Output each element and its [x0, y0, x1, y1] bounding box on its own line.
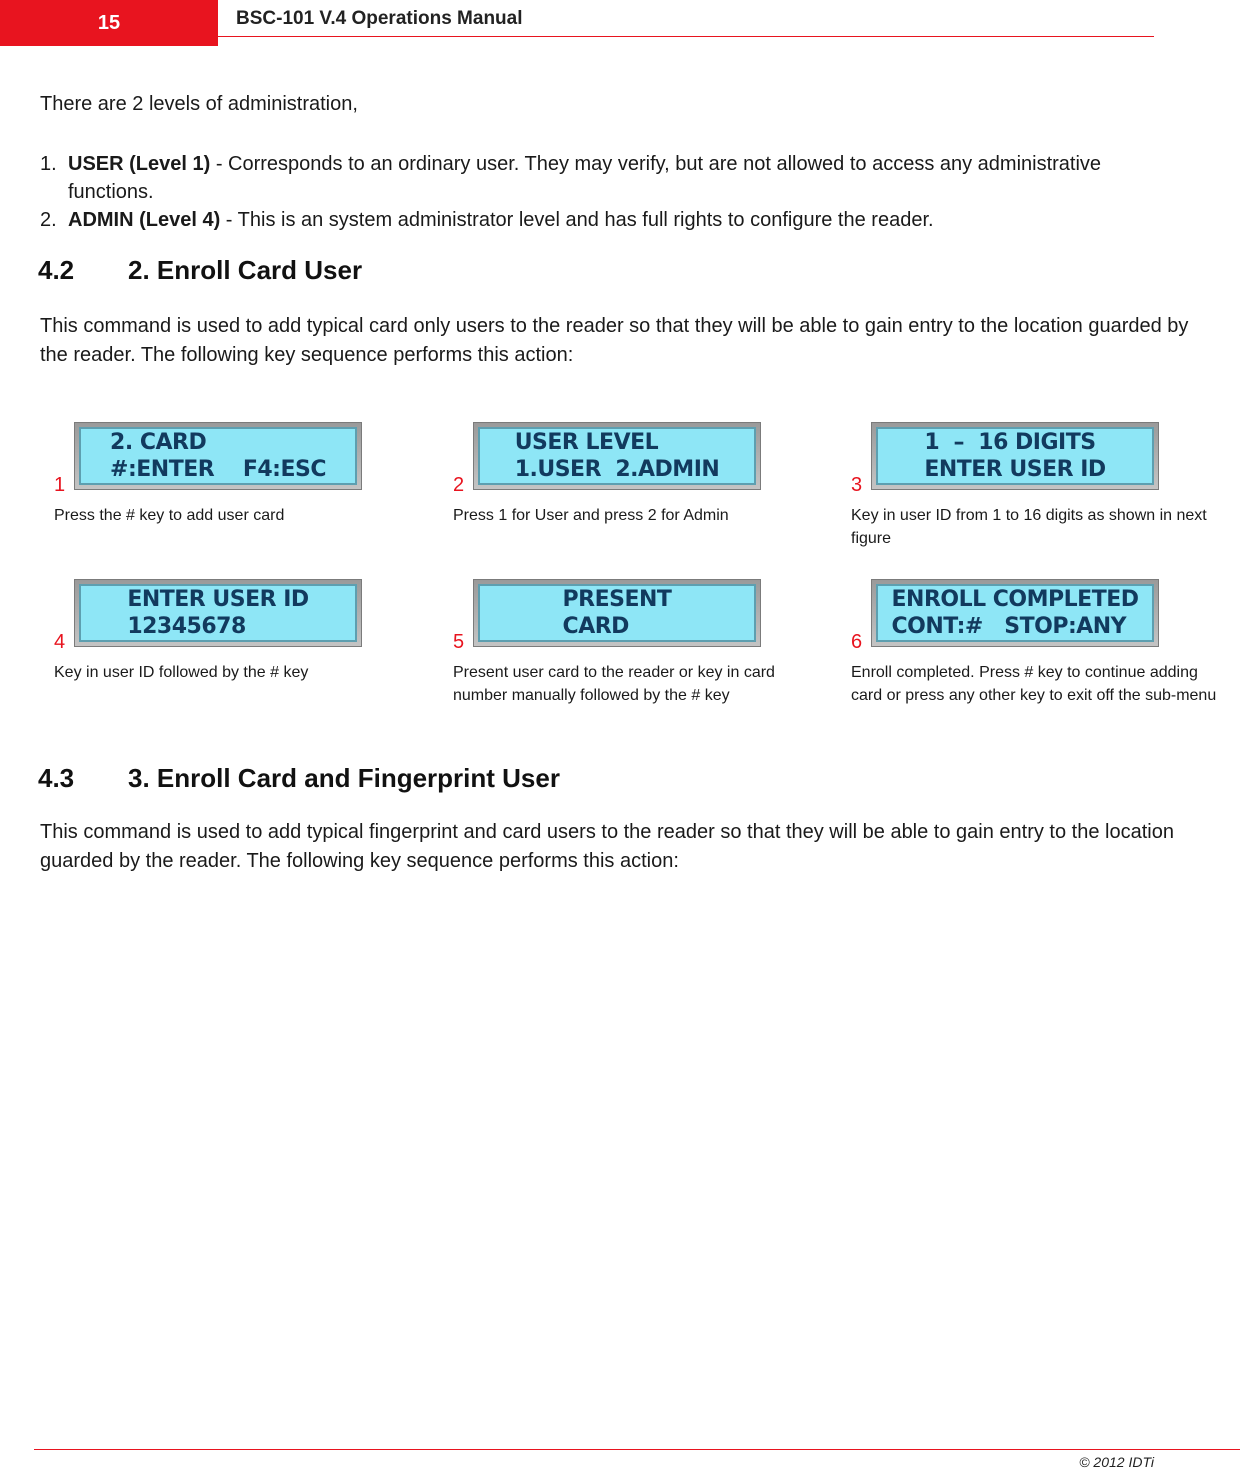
- page-number: 15: [97, 11, 121, 34]
- section-number: 4.2: [38, 255, 75, 285]
- lcd-text: ENROLL COMPLETED CONT:# STOP:ANY: [876, 584, 1154, 642]
- copyright-notice: © 2012 IDTi: [1079, 1454, 1154, 1470]
- level-desc: - Corresponds to an ordinary user. They may verify, but are not allowed to access any administrative functions.: [68, 153, 1102, 203]
- section-title: 2. Enroll Card User: [128, 255, 363, 285]
- lcd-text: 2. CARD #:ENTER F4:ESC: [79, 427, 357, 485]
- footer-rule: [34, 1449, 1240, 1450]
- lcd-display: [74, 422, 362, 490]
- page-number-tab: [0, 0, 218, 46]
- step-number: 4: [54, 631, 66, 653]
- step-caption: Enroll completed. Press # key to continue adding card or press any other key to exit off the sub-menu: [851, 664, 1217, 704]
- lcd-text: 1 – 16 DIGITS ENTER USER ID: [876, 427, 1154, 485]
- step-caption: Key in user ID from 1 to 16 digits as shown in next figure: [851, 507, 1207, 547]
- level-name: ADMIN (Level 4): [68, 209, 221, 231]
- manual-title: BSC-101 V.4 Operations Manual: [236, 8, 523, 29]
- lcd-text: PRESENT CARD: [478, 584, 756, 642]
- step-number: 6: [851, 631, 863, 653]
- lcd-text: USER LEVEL 1.USER 2.ADMIN: [478, 427, 756, 485]
- section-4-2-paragraph: This command is used to add typical card only users to the reader so that they will be able to gain entry to the location guarded by the reader. The following key sequence performs this action:: [40, 315, 1189, 366]
- lcd-display: [871, 422, 1159, 490]
- step-number: 1: [54, 474, 66, 496]
- section-title: 3. Enroll Card and Fingerprint User: [128, 763, 560, 793]
- level-name: USER (Level 1): [68, 153, 211, 175]
- step-number: 2: [453, 474, 465, 496]
- intro-text: There are 2 levels of administration,: [40, 93, 358, 115]
- step-caption: Key in user ID followed by the # key: [54, 664, 309, 681]
- section-heading-4-2: [38, 255, 362, 286]
- header-rule: [218, 36, 1154, 37]
- list-item-admin-level: [40, 206, 1160, 234]
- lcd-display: [473, 422, 761, 490]
- step-caption: Press 1 for User and press 2 for Admin: [453, 507, 729, 524]
- admin-levels-list: [40, 150, 1160, 234]
- section-4-3-paragraph: This command is used to add typical fingerprint and card users to the reader so that they will be able to gain entry to the location guarded by the reader. The following key sequence performs this action:: [40, 821, 1174, 872]
- lcd-display: [74, 579, 362, 647]
- step-number: 3: [851, 474, 863, 496]
- lcd-text: ENTER USER ID 12345678: [79, 584, 357, 642]
- level-desc: - This is an system administrator level and has full rights to configure the reader.: [220, 209, 934, 231]
- list-item-user-level: [40, 150, 1160, 206]
- step-caption: Present user card to the reader or key in card number manually followed by the # key: [453, 664, 775, 704]
- list-number: 2.: [40, 209, 57, 231]
- lcd-display: [473, 579, 761, 647]
- step-caption: Press the # key to add user card: [54, 507, 285, 524]
- step-number: 5: [453, 631, 465, 653]
- lcd-display: [871, 579, 1159, 647]
- section-heading-4-3: [38, 763, 560, 794]
- list-number: 1.: [40, 153, 57, 175]
- section-number: 4.3: [38, 763, 75, 793]
